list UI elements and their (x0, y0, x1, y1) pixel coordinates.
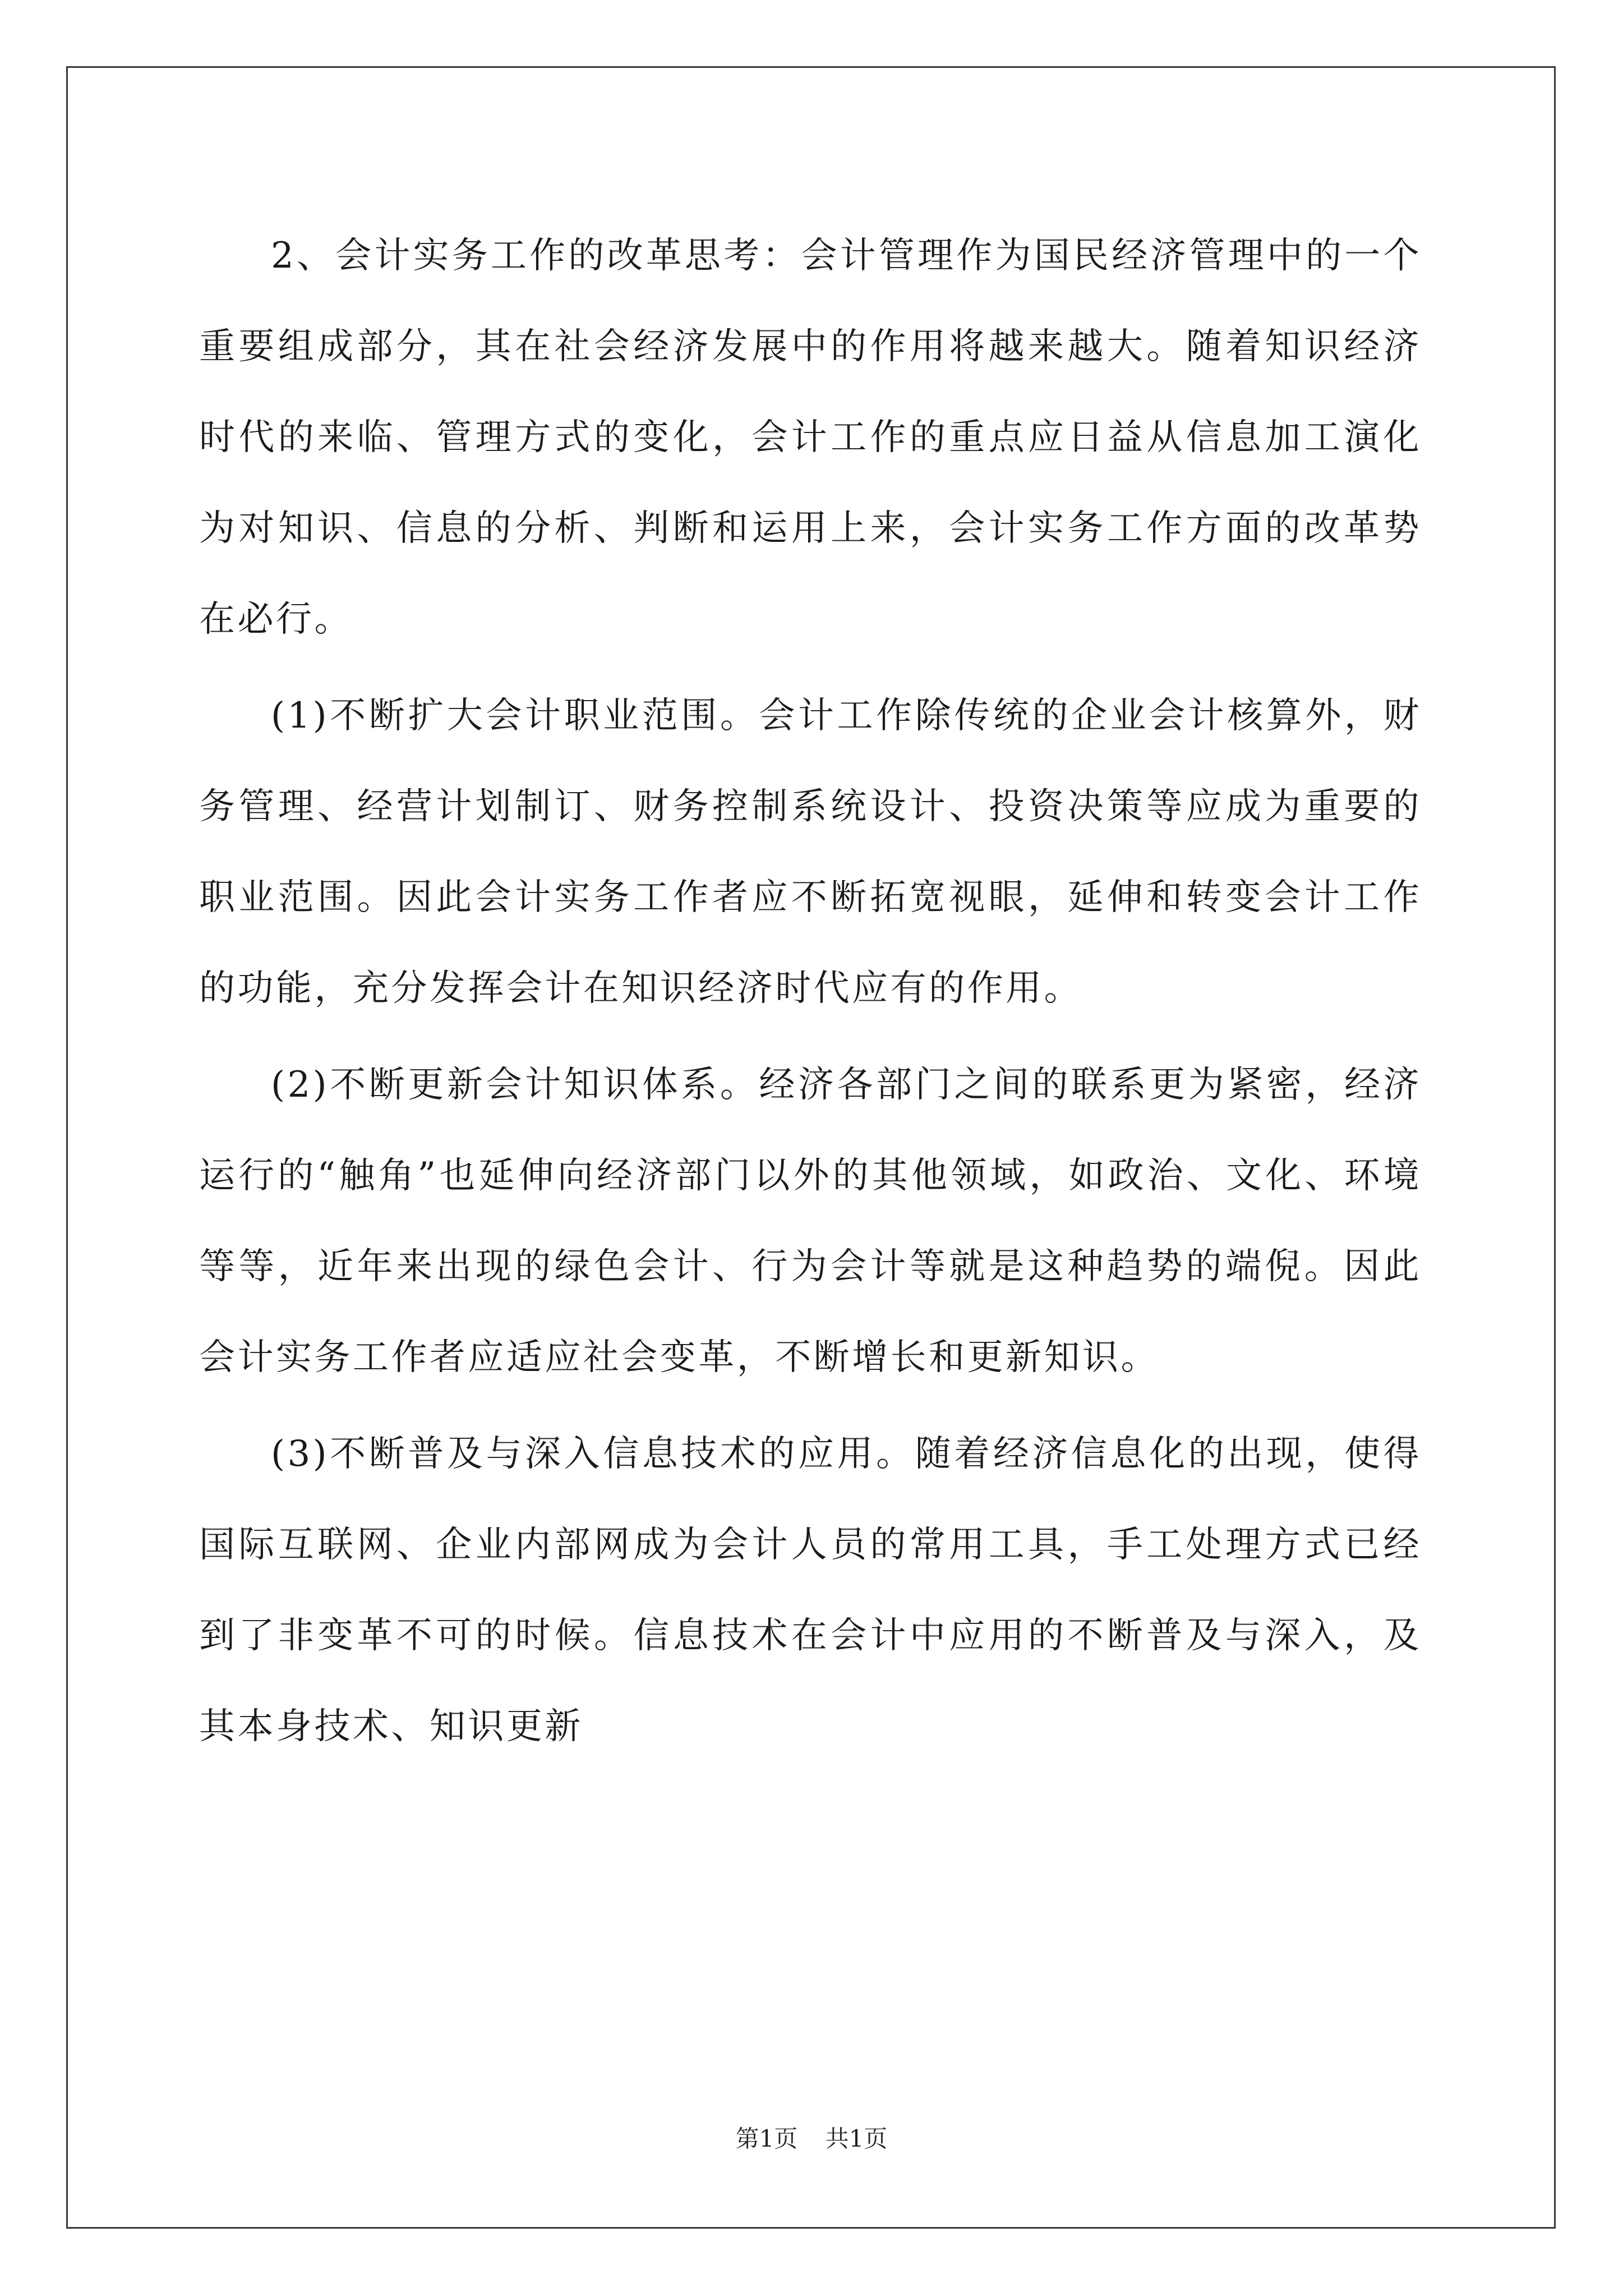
paragraph-2: (1)不断扩大会计职业范围。会计工作除传统的企业会计核算外，财务管理、经营计划制订、财务控制系统设计、投资决策等应成为重要的职业范围。因此会计实务工作者应不断拓宽视眼，延伸和转变会计工作的功能，充分发挥会计在知识经济时代应有的作用。 (199, 695, 1422, 1009)
page-footer (0, 2120, 1623, 2154)
page-number: 第1页 (735, 2125, 798, 2152)
document-body (199, 210, 1422, 1778)
paragraph-3: (2)不断更新会计知识体系。经济各部门之间的联系更为紧密，经济运行的“触角”也延伸向经济部门以外的其他领域，如政治、文化、环境等等，近年来出现的绿色会计、行为会计等就是这种趋势的端倪。因此会计实务工作者应适应社会变革，不断增长和更新知识。 (199, 1064, 1422, 1378)
page-total: 共1页 (825, 2125, 888, 2152)
paragraph-4: (3)不断普及与深入信息技术的应用。随着经济信息化的出现，使得国际互联网、企业内部网成为会计人员的常用工具，手工处理方式已经到了非变革不可的时候。信息技术在会计中应用的不断普及与深入，及其本身技术、知识更新 (199, 1433, 1422, 1747)
paragraph-1: 2、会计实务工作的改革思考：会计管理作为国民经济管理中的一个重要组成部分，其在社会经济发展中的作用将越来越大。随着知识经济时代的来临、管理方式的变化，会计工作的重点应日益从信息加工演化为对知识、信息的分析、判断和运用上来，会计实务工作方面的改革势在必行。 (199, 235, 1422, 640)
